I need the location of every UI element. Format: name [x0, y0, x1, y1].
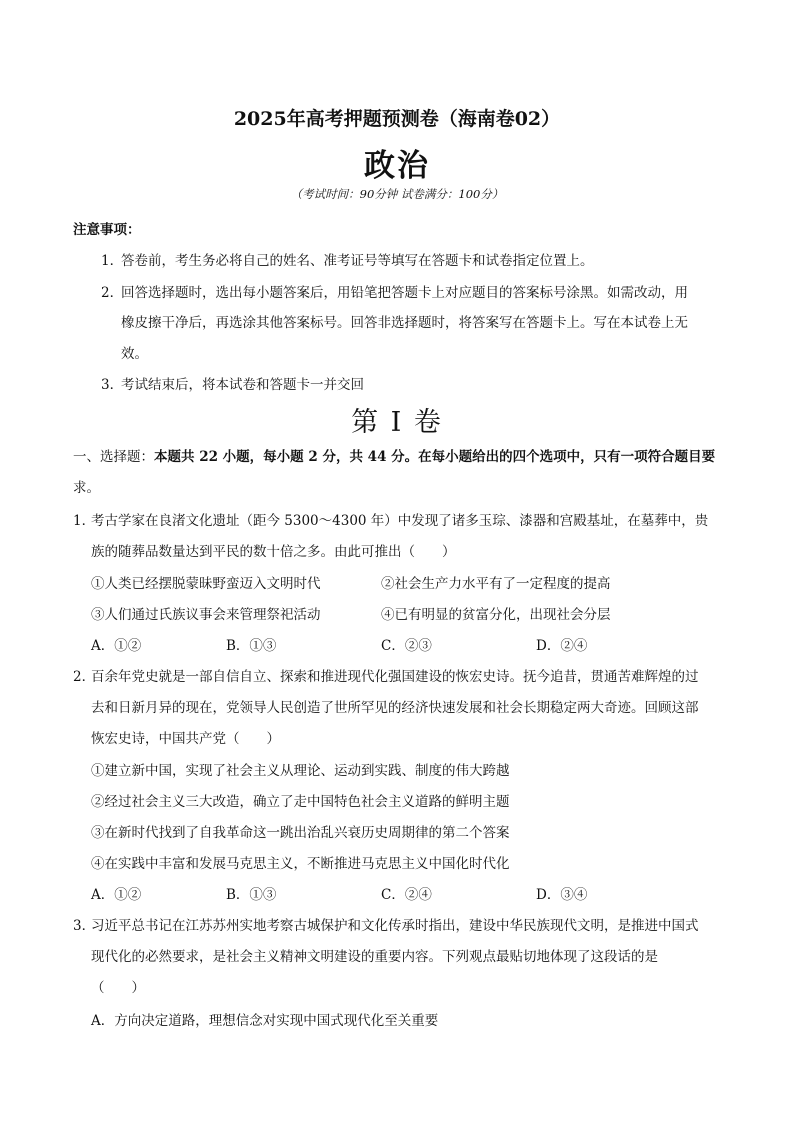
question-stem-line: 百余年党史就是一部自信自立、探索和推进现代化强国建设的恢宏史诗。抚今追昔，贯通苦难辉煌的过 — [91, 669, 699, 685]
notice-item-number: 3． — [101, 377, 124, 393]
question-stem-line: 族的随葬品数量达到平民的数十倍之多。由此可推出（ ） — [91, 544, 456, 560]
exam-title: 2025年高考押题预测卷（海南卷02） — [233, 108, 561, 130]
statement-item: ④已有明显的贫富分化，出现社会分层 — [381, 607, 611, 623]
notice-item-line: 答卷前，考生务必将自己的姓名、准考证号等填写在答题卡和试卷指定位置上。 — [121, 253, 594, 269]
volume-heading: 第 I 卷 — [351, 407, 443, 438]
answer-option: C．②④ — [381, 887, 432, 903]
answer-option: D．②④ — [536, 638, 588, 654]
question-stem-line: （ ） — [91, 980, 145, 996]
question-number: 1． — [73, 513, 96, 529]
answer-option: B．①③ — [226, 638, 277, 654]
answer-option: B．①③ — [226, 887, 277, 903]
statement-item: ②社会生产力水平有了一定程度的提高 — [381, 576, 611, 592]
notice-item-line: 橡皮擦干净后，再选涂其他答案标号。回答非选择题时，将答案写在答题卡上。写在本试卷上无 — [121, 315, 688, 331]
answer-option: A．①② — [91, 887, 142, 903]
answer-option: A．方向决定道路，理想信念对实现中国式现代化至关重要 — [91, 1013, 439, 1029]
statement-item: ③人们通过氏族议事会来管理祭祀活动 — [91, 607, 321, 623]
question-stem-line: 考古学家在良渚文化遗址（距今 5300～4300 年）中发现了诸多玉琮、漆器和宫殿基址，在墓葬中，贵 — [91, 513, 709, 529]
question-number: 2． — [73, 669, 96, 685]
subject-title: 政治 — [364, 148, 430, 184]
statement-item: ①人类已经摆脱蒙昧野蛮迈入文明时代 — [91, 576, 321, 592]
answer-option: D．③④ — [536, 887, 588, 903]
section-intro — [73, 445, 715, 465]
notice-item-line: 效。 — [121, 346, 148, 362]
section-intro-line: 求。 — [73, 480, 100, 496]
question-stem-line: 恢宏史诗，中国共产党（ ） — [91, 731, 280, 747]
exam-time-info: （考试时间：90分钟 试卷满分：100分） — [290, 187, 504, 201]
question-stem-line: 去和日新月异的现在，党领导人民创造了世所罕见的经济快速发展和社会长期稳定两大奇迹。回顾这部 — [91, 700, 699, 716]
notice-heading: 注意事项： — [73, 222, 141, 238]
question-stem-line: 现代化的必然要求，是社会主义精神文明建设的重要内容。下列观点最贴切地体现了这段话的是 — [91, 949, 658, 965]
notice-item-line: 考试结束后，将本试卷和答题卡一并交回 — [121, 377, 364, 393]
notice-item-number: 1． — [101, 253, 124, 269]
statement-item: ②经过社会主义三大改造，确立了走中国特色社会主义道路的鲜明主题 — [91, 794, 510, 810]
question-number: 3． — [73, 918, 96, 934]
notice-item-line: 回答选择题时，选出每小题答案后，用铅笔把答题卡上对应题目的答案标号涂黑。如需改动，用 — [121, 285, 688, 301]
statement-item: ③在新时代找到了自我革命这一跳出治乱兴衰历史周期律的第二个答案 — [91, 825, 510, 841]
answer-option: C．②③ — [381, 638, 432, 654]
statement-item: ①建立新中国，实现了社会主义从理论、运动到实践、制度的伟大跨越 — [91, 763, 510, 779]
answer-option: A．①② — [91, 638, 142, 654]
question-stem-line: 习近平总书记在江苏苏州实地考察古城保护和文化传承时指出，建设中华民族现代文明，是推进中国式 — [91, 918, 699, 934]
section-intro-prefix: 一、选择题： — [73, 449, 154, 465]
section-intro-rules: 本题共 22 小题，每小题 2 分，共 44 分。在每小题给出的四个选项中，只有一项符合题目要 — [154, 449, 716, 465]
statement-item: ④在实践中丰富和发展马克思主义，不断推进马克思主义中国化时代化 — [91, 856, 510, 872]
notice-item-number: 2． — [101, 285, 124, 301]
